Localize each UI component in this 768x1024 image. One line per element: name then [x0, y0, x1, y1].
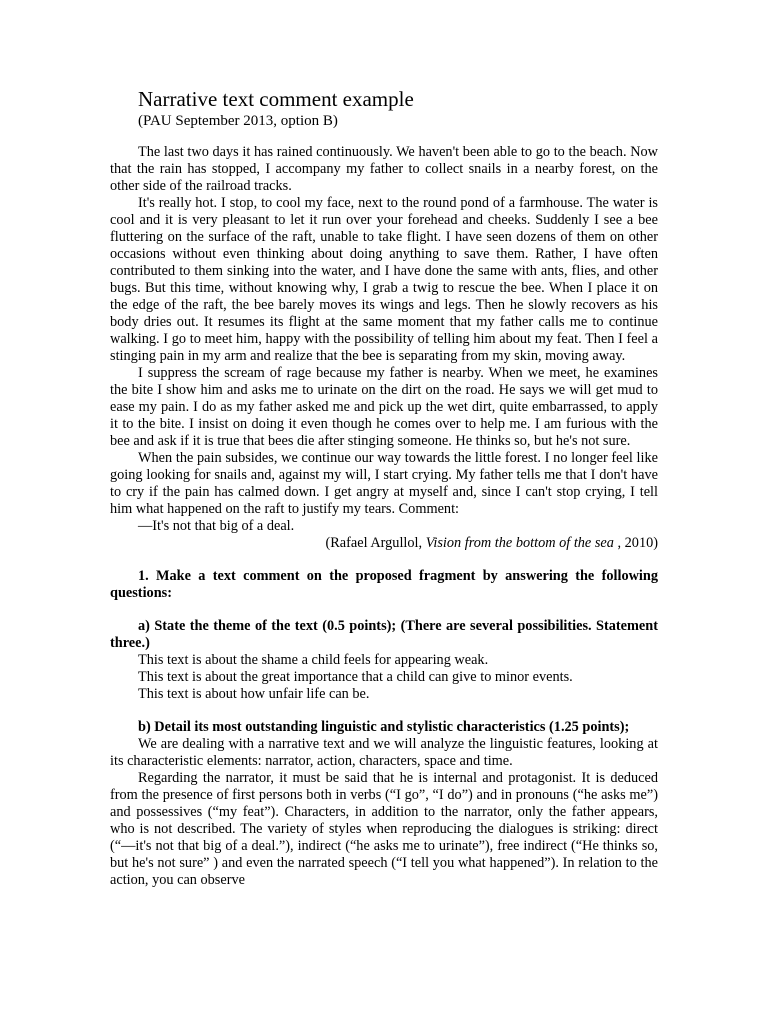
answer-b-paragraph: Regarding the narrator, it must be said that he is internal and protagonist. It is deduced from the presence of first persons both in verbs (“I go”, “I do”) and in pronouns (“he asks me”) and possessives (“my feat”). Characters, in addition to the narrator, only the father appears, who is not described. The variety of styles when reproducing the dialogues is striking: direct (“—it's not that big of a deal.”), indirect (“he asks me to urinate”), free indirect (“He thinks so, but he's not sure” ) and even the narrated speech (“I tell you what happened”). In relation to the action, you can observe: [110, 770, 658, 888]
text-paragraph: I suppress the scream of rage because my father is nearby. When we meet, he examines the bite I show him and asks me to urinate on the dirt on the road. He says we will get mud to ease my pain. I do as my father asked me and pick up the wet dirt, quite embarrassed, to apply it to the bite. I insist on doing it even though he comes over to help me. I am furious with the bee and ask if it is true that bees die after stinging someone. He thinks so, but he's not sure.: [110, 365, 658, 449]
citation: [110, 535, 658, 552]
answer-b-paragraph: We are dealing with a narrative text and we will analyze the linguistic features, looking at its characteristic elements: narrator, action, characters, space and time.: [110, 736, 658, 769]
document-content: [110, 86, 658, 889]
answer-a-1: This text is about the shame a child feels for appearing weak.: [138, 652, 489, 668]
question-b: b) Detail its most outstanding linguistic and stylistic characteristics (1.25 points);: [138, 719, 630, 735]
answer-a-2: This text is about the great importance that a child can give to minor events.: [138, 669, 573, 685]
page-title: Narrative text comment example: [138, 87, 414, 111]
question-a: a) State the theme of the text (0.5 points); (There are several possibilities. Statement three.): [110, 618, 658, 651]
citation-year: , 2010): [613, 535, 658, 551]
page-subtitle: (PAU September 2013, option B): [138, 113, 338, 129]
citation-work: Vision from the bottom of the sea: [425, 535, 614, 551]
question-1: 1. Make a text comment on the proposed fragment by answering the following questions:: [110, 568, 658, 601]
spacer: [110, 703, 658, 719]
text-paragraph: The last two days it has rained continuously. We haven't been able to go to the beach. Now that the rain has stopped, I accompany my father to collect snails in a nearby forest, on the other side of the railroad tracks.: [110, 144, 658, 194]
text-paragraph: It's really hot. I stop, to cool my face, next to the round pond of a farmhouse. The water is cool and it is very pleasant to let it run over your forehead and cheeks. Suddenly I see a bee fluttering on the surface of the raft, unable to take flight. I have seen dozens of them on other occasions without even thinking about doing anything to save them. Rather, I have often contributed to them sinking into the water, and I have done the same with ants, flies, and other bugs. But this time, without knowing why, I grab a twig to rescue the bee. When I place it on the edge of the raft, the bee barely moves its wings and legs. Then he slowly recovers as his body dries out. It resumes its flight at the same moment that my father calls me to continue walking. I go to meet him, happy with the possibility of telling him about my feat. Then I feel a stinging pain in my arm and realize that the bee is separating from my skin, moving away.: [110, 195, 658, 364]
citation-author: (Rafael Argullol,: [325, 535, 426, 551]
text-paragraph: —It's not that big of a deal.: [138, 518, 295, 534]
text-paragraph: When the pain subsides, we continue our way towards the little forest. I no longer feel like going looking for snails and, against my will, I start crying. My father tells me that I don't have to cry if the pain has calmed down. I get angry at myself and, since I can't stop crying, I tell him what happened on the raft to justify my tears. Comment:: [110, 450, 658, 517]
answer-a-3: This text is about how unfair life can be.: [138, 686, 370, 702]
